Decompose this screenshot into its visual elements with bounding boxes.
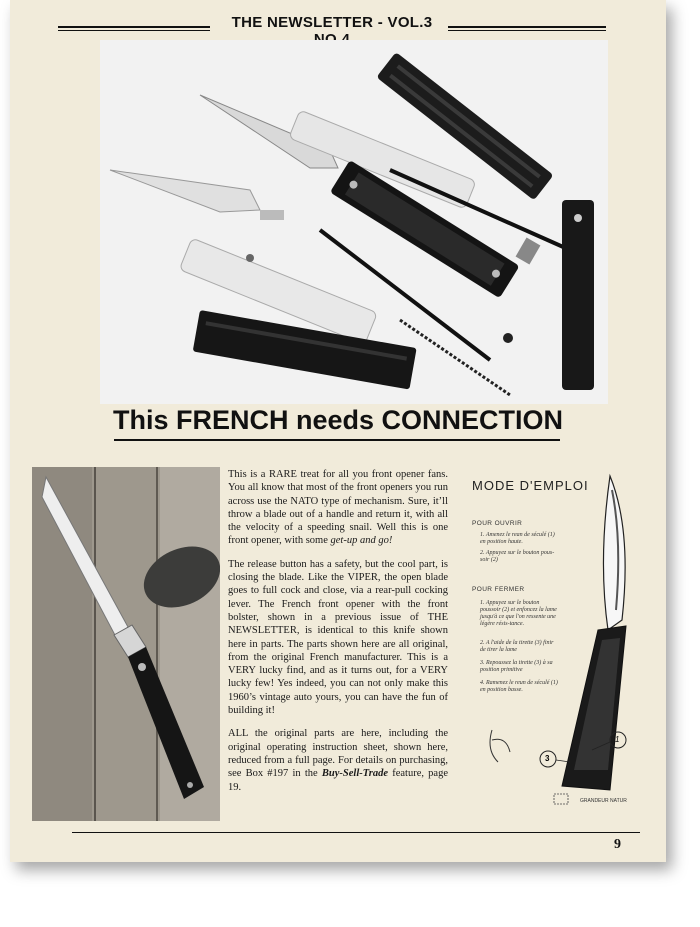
instruction-sheet [462,470,642,815]
close-step-4: 4. Ramenez le reun de séculé (1) en position basse. [480,680,558,693]
header-title: THE NEWSLETTER - VOL.3 [231,14,433,31]
knife-parts-photo [100,40,608,404]
close-heading: POUR FERMER [472,586,525,593]
page-header [58,14,606,36]
instruction-sheet-title: MODE D'EMPLOI [472,478,589,493]
size-note: GRANDEUR NATUR [580,798,627,804]
header-rule-right [448,26,606,31]
article-p1-emphasis: get-up and go! [330,535,393,547]
close-step-1: 1. Appuyez sur le bouton poussoir (2) et enfoncez la lame jusqu'à ce que l'on ressente une légère résis-tance. [480,600,557,627]
article-p1-text: This is a RARE treat for all you front opener fans. You all know that most of the front openers you run across use the NATO type of mechanism. Sure, it’ll throw a blade out of a handle and return it, with all the velocity of a speeding snail. Well this is one front opener, with some [228,469,448,547]
article-body [228,468,448,804]
close-step-2: 2. A l'aide de la tirette (3) finir de tirer la lame [480,640,554,653]
article-p3-text: ALL the original parts are here, including the original operating instruction sheet, shown here, reduced from a full page. For details on purchasing, see Box #197 in the [228,728,448,780]
headline-underline [114,439,560,441]
headline: This FRENCH needs CONNECTION [112,405,564,435]
callout-label-1: 1 [615,735,620,744]
article-paragraph-1 [228,468,448,548]
open-step-1: 1. Amenez le rean de séculé (1) en position haute. [480,532,555,545]
callout-label-3: 3 [545,754,550,763]
open-step-2: 2. Appuyez sur le bouton pous-soir (2) [480,550,555,563]
article-p3-feature-name: Buy-Sell-Trade [321,768,389,780]
close-step-3: 3. Repoussez la tirette (3) à sa position primitive [480,660,553,673]
article-p3-tail: feature, page 19. [228,768,449,793]
open-heading: POUR OUVRIR [472,520,523,527]
newsletter-page [10,0,666,862]
article-paragraph-3 [228,727,448,793]
header-rule-left [58,26,210,31]
footer-rule [72,832,640,833]
article-paragraph-2: The release button has a safety, but the cool part, is closing the blade. Like the VIPER, the open blade goes to full cock and close, via a rear-pull cocking lever. The French front opener with the front bolster, shown in a previous issue of THE NEWSLETTER, is identical to this knife shown here in parts. The parts shown here are all original, from the original French manufacturer. This is a VERY lucky find, and as it turns out, for a VERY lucky few! Yes indeed, you can not only make this 1960’s vintage auto yours, you can have the fun of building it! [228,558,448,717]
page-number: 9 [614,837,621,852]
assembled-knife-photo [32,467,220,821]
